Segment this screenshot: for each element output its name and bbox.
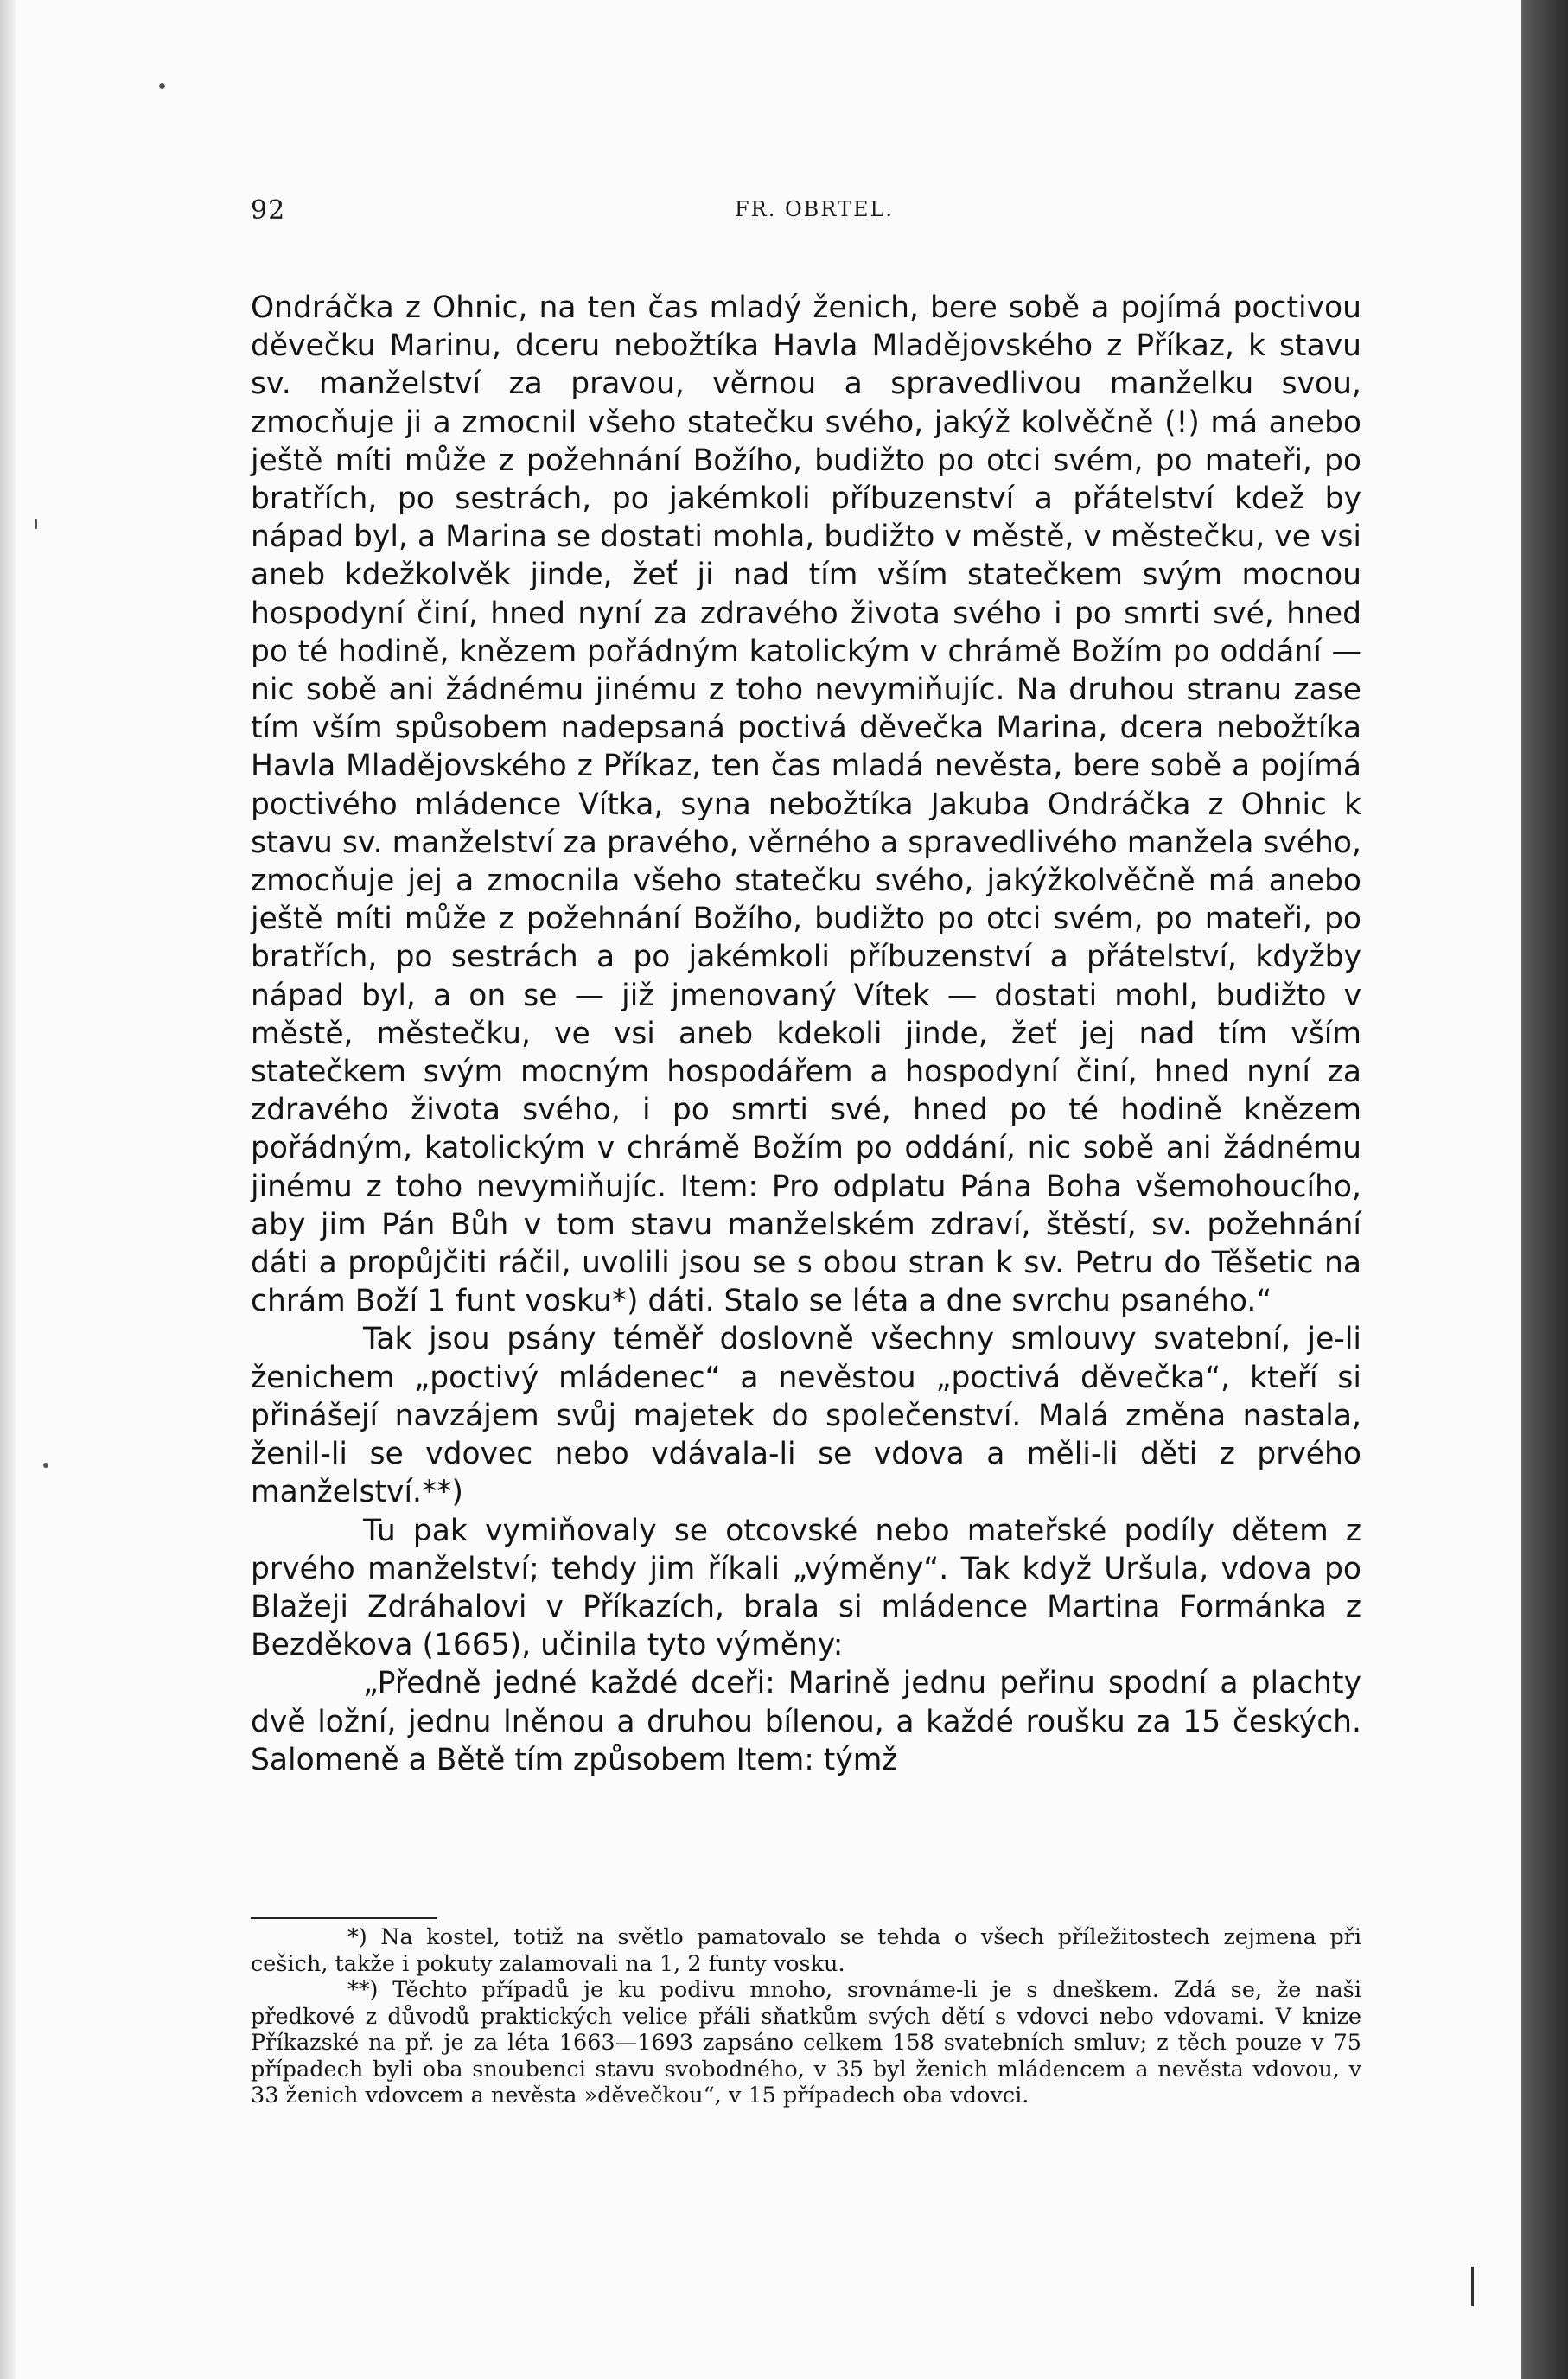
paragraph-marriage-contracts: Tak jsou psány téměř doslovně všechny smlouvy svatební, je-li ženichem „poctivý mládenec“ a nevěstou „poctivá děvečka“, kteří si přinášejí navzájem svůj majetek do společenství. Malá změna nastala, ženil-li se vdovec nebo vdávala-li se vdova a měli-li děti z prvého manželství.**)	[251, 1322, 1361, 1510]
paragraph-contract-continuation: Ondráčka z Ohnic, na ten čas mladý ženich, bere sobě a pojímá poctivou děvečku Marinu, dceru nebožtíka Havla Mladějovského z Příkaz, k stavu sv. manželství za pravou, věrnou a spravedlivou manželku svou, zmocňuje ji a zmocnil všeho statečku svého, jakýž kolvěčně (!) má anebo ještě míti může z požehnání Božího, budižto po otci svém, po mateři, po bratřích, po sestrách, po jakémkoli příbuzenství a přátelství kdež by nápad byl, a Marina se dostati mohla, budižto v městě, v městečku, ve vsi aneb kdežkolvěk jinde, žeť ji nad tím vším statečkem svým mocnou hospodyní činí, hned nyní za zdravého života svého i po smrti své, hned po té hodině, knězem pořádným katolickým v chrámě Božím po oddání — nic sobě ani žádnému jinému z toho nevymiňujíc. Na druhou stranu zase tím vším spůsobem nadepsaná poctivá děvečka Marina, dcera nebožtíka Havla Mladějovského z Příkaz, ten čas mladá nevěsta, bere sobě a pojímá poctivého mládence Vítka, syna nebožtíka Jakuba Ondráčka z Ohnic k stavu sv. manželství za pravého, věrného a spravedlivého manžela svého, zmocňuje jej a zmocnila všeho statečku svého, jakýžkolvěčně má anebo ještě míti může z požehnání Božího, budižto po otci svém, po mateři, po bratřích, po sestrách a po jakémkoli příbuzenství a přátelství, kdyžby nápad byl, a on se — již jmenovaný Vítek — dostati mohl, budižto v městě, městečku, ve vsi aneb kdekoli jinde, žeť jej nad tím vším statečkem svým mocným hospodářem a hospodyní činí, hned nyní za zdravého života svého, i po smrti své, hned po té hodině knězem pořádným, katolickým v chrámě Božím po oddání, nic sobě ani žádnému jinému z toho nevymiňujíc. Item: Pro odplatu Pána Boha všemohoucího, aby jim Pán Bůh v tom stavu manželském zdraví, štěstí, sv. požehnání dáti a propůjčiti ráčil, uvolili jsou se s obou stran k sv. Petru do Těšetic na chrám Boží 1 funt vosku*) dáti. Stalo se léta a dne svrchu psaného.“	[251, 290, 1361, 1319]
running-head-author: FR. OBRTEL.	[735, 197, 895, 221]
footnote-divider	[251, 1917, 437, 1919]
footnotes	[251, 1924, 1361, 2109]
scan-edge-mark	[1471, 2267, 1474, 2306]
main-text	[251, 289, 1361, 1779]
paragraph-vymeny: Tu pak vymiňovaly se otcovské nebo mateřské podíly dětem z prvého manželství; tehdy jim říkali „výměny“. Tak když Uršula, vdova po Blažeji Zdráhalovi v Příkazích, brala si mládence Martina Formánka z Bezděkova (1665), učinila tyto výměny:	[251, 1513, 1361, 1663]
page-number: 92	[251, 195, 286, 226]
paragraph-quotation: „Předně jedné každé dceři: Marině jednu peřinu spodní a plachty dvě ložní, jednu lněnou a druhou bílenou, a každé roušku za 15 českých. Salomeně a Bětě tím způsobem Item: týmž	[251, 1666, 1361, 1777]
scan-speck	[43, 1463, 48, 1468]
footnote-1: *) Na kostel, totiž na světlo pamatovalo se tehda o všech příležitostech zejmena při cešich, takže i pokuty zalamovali na 1, 2 funty vosku.	[251, 1924, 1361, 1977]
page-header	[251, 195, 1361, 230]
scan-speck	[159, 83, 165, 89]
scan-speck	[35, 519, 37, 529]
footnote-2: **) Těchto případů je ku podivu mnoho, srovnáme-li je s dneškem. Zdá se, že naši předkové z důvodů praktických velice přáli sňatkům svých dětí s vdovci nebo vdovami. V knize Příkazské na př. je za léta 1663—1693 zapsáno celkem 158 svatebních smluv; z těch pouze v 75 případech byli oba snoubenci stavu svobodného, v 35 byl ženich mládencem a nevěsta vdovou, v 33 ženich vdovcem a nevěsta »děvečkou“, v 15 případech oba vdovci.	[251, 1977, 1361, 2108]
